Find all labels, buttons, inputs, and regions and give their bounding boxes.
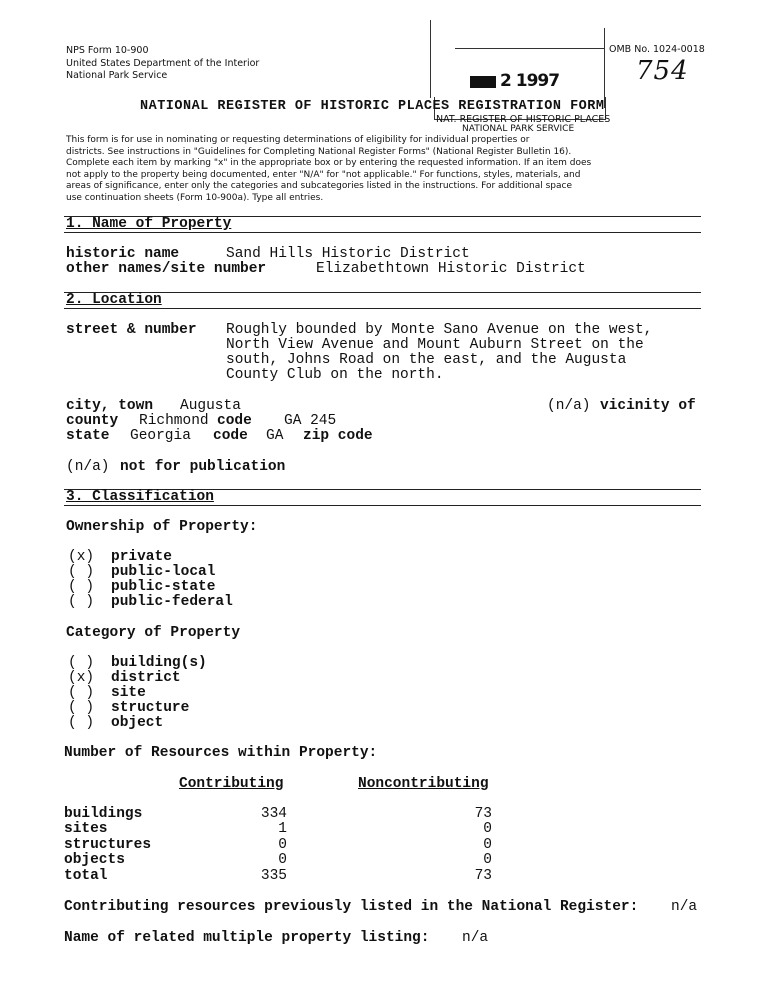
county-label: county (66, 413, 119, 429)
resource-label: buildings (64, 806, 143, 822)
street-label: street & number (66, 322, 197, 338)
street-line: Roughly bounded by Monte Sano Avenue on the west, (226, 322, 653, 338)
resource-contributing: 0 (278, 837, 287, 853)
checkbox-mark[interactable]: ( ) (68, 594, 95, 610)
street-line: North View Avenue and Mount Auburn Street on the (226, 337, 644, 353)
state-value: Georgia (130, 428, 191, 444)
related-listing-value: n/a (462, 930, 489, 946)
street-line: south, Johns Road on the east, and the Augusta (226, 352, 627, 368)
service: National Park Service (66, 70, 168, 81)
category-option: building(s) (111, 655, 207, 671)
col-noncontributing: Noncontributing (358, 776, 489, 792)
category-option: district (111, 670, 181, 686)
ownership-option: public-local (111, 564, 216, 580)
state-label: state (66, 428, 110, 444)
state-code-value: GA (266, 428, 284, 444)
resource-contributing: 335 (260, 868, 287, 884)
resource-noncontributing: 73 (474, 868, 492, 884)
resource-label: total (64, 868, 108, 884)
department: United States Department of the Interior (66, 58, 260, 69)
divider (64, 232, 701, 233)
ownership-option: public-federal (111, 594, 233, 610)
resource-noncontributing: 0 (483, 837, 492, 853)
publication-label: not for publication (120, 459, 286, 475)
stamp-line-1: NAT. REGISTER OF HISTORIC PLACES (436, 114, 611, 125)
resource-noncontributing: 0 (483, 852, 492, 868)
ownership-option: public-state (111, 579, 216, 595)
instructions-line: not apply to the property being documented, enter "N/A" for "not applicable." For functions, styles, materials, and (66, 169, 581, 180)
resource-label: structures (64, 837, 152, 853)
city-label: city, town (66, 398, 154, 414)
resource-label: objects (64, 852, 125, 868)
historic-name-label: historic name (66, 246, 180, 262)
handwritten-number: 754 (636, 56, 689, 86)
vicinity-mark: (n/a) (547, 398, 591, 414)
category-option: structure (111, 700, 190, 716)
checkbox-mark[interactable]: ( ) (68, 655, 95, 671)
instructions-line: areas of significance, enter only the categories and subcategories listed in the instructions. For additional space (66, 181, 573, 191)
vicinity-label: vicinity of (600, 398, 696, 414)
section-2-heading: 2. Location (66, 292, 162, 308)
ownership-label: Ownership of Property: (66, 519, 258, 535)
instructions-line: This form is for use in nominating or requesting determinations of eligibility for individual properties or (66, 135, 530, 145)
section-1-heading: 1. Name of Property (66, 216, 232, 232)
form-title: NATIONAL REGISTER OF HISTORIC PLACES REGISTRATION FORM (140, 99, 605, 114)
resource-contributing: 0 (278, 852, 287, 868)
checkbox-mark[interactable]: ( ) (68, 700, 95, 716)
ownership-option: private (111, 549, 172, 565)
instructions-line: use continuation sheets (Form 10-900a). Type all entries. (66, 192, 324, 203)
checkbox-mark[interactable]: ( ) (68, 685, 95, 701)
other-names-label: other names/site number (66, 261, 267, 277)
checkbox-mark[interactable]: (x) (68, 549, 95, 565)
omb-number: OMB No. 1024-0018 (609, 44, 705, 55)
previously-listed-label: Contributing resources previously listed in the National Register: (64, 899, 639, 915)
resource-contributing: 334 (260, 806, 287, 822)
checkbox-mark[interactable]: (x) (68, 670, 95, 686)
checkbox-mark[interactable]: ( ) (68, 715, 95, 731)
county-value: Richmond (139, 413, 209, 429)
street-line: County Club on the north. (226, 367, 444, 383)
city-value: Augusta (180, 398, 241, 414)
resource-label: sites (64, 821, 108, 837)
resource-noncontributing: 73 (474, 806, 492, 822)
resource-contributing: 1 (278, 821, 287, 837)
county-code-value: GA 245 (284, 413, 337, 429)
instructions-line: districts. See instructions in "Guidelines for Completing National Register Forms" (National Register Bulletin 16). (66, 146, 572, 157)
col-contributing: Contributing (179, 776, 284, 792)
other-names-value: Elizabethtown Historic District (316, 261, 586, 277)
category-option: object (111, 715, 164, 731)
resource-noncontributing: 0 (483, 821, 492, 837)
instructions-line: Complete each item by marking "x" in the appropriate box or by entering the requested information. If an item does (66, 158, 592, 168)
stamp-date: 2 1997 (500, 71, 560, 91)
resources-label: Number of Resources within Property: (64, 745, 378, 761)
form-number: NPS Form 10-900 (66, 45, 149, 56)
previously-listed-value: n/a (671, 899, 698, 915)
state-code-label: code (213, 428, 248, 444)
checkbox-mark[interactable]: ( ) (68, 564, 95, 580)
divider (64, 505, 701, 506)
category-option: site (111, 685, 146, 701)
county-code-label: code (217, 413, 252, 429)
publication-mark: (n/a) (66, 459, 110, 475)
zip-code-label: zip code (303, 428, 373, 444)
historic-name-value: Sand Hills Historic District (226, 246, 470, 262)
related-listing-label: Name of related multiple property listing: (64, 930, 430, 946)
stamp-line-2: NATIONAL PARK SERVICE (462, 124, 575, 134)
category-label: Category of Property (66, 625, 241, 641)
divider (64, 308, 701, 309)
checkbox-mark[interactable]: ( ) (68, 579, 95, 595)
section-3-heading: 3. Classification (66, 489, 214, 505)
